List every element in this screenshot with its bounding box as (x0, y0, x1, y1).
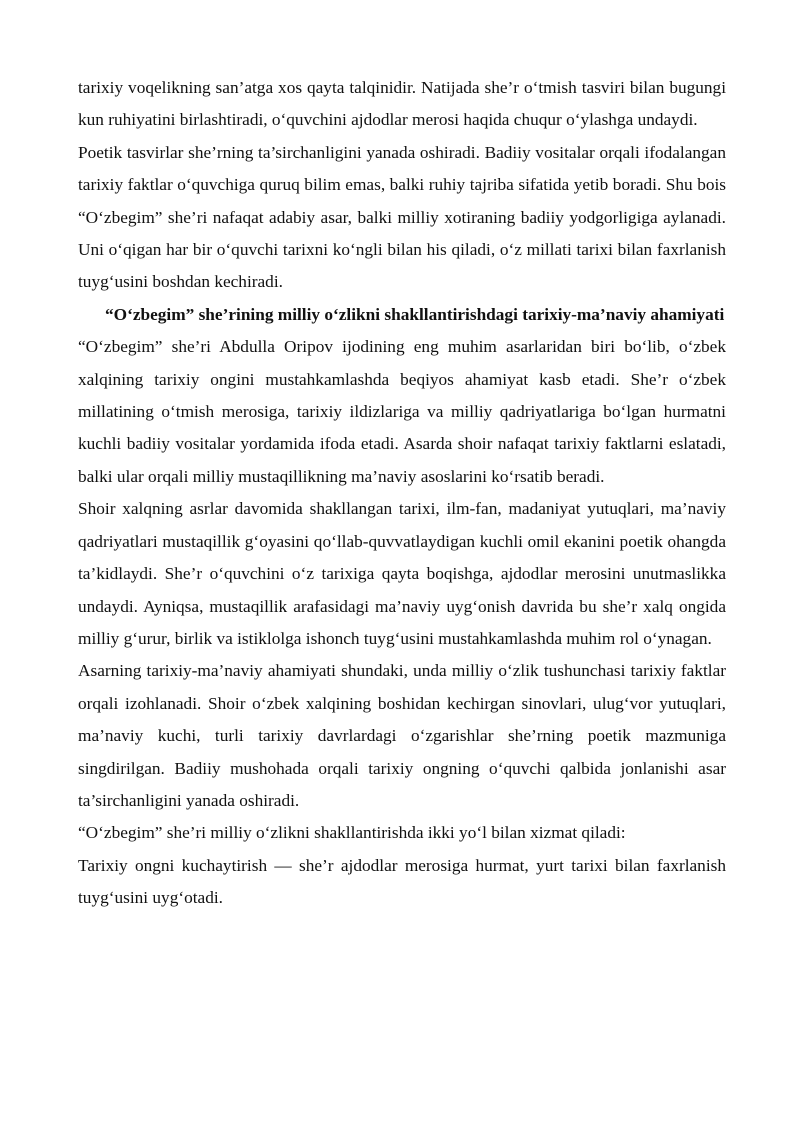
section-heading: “O‘zbegim” she’rining milliy o‘zlikni shakllantirishdagi tarixiy-ma’naviy ahamiyati (105, 304, 725, 324)
document-page (78, 72, 726, 915)
body-paragraph: Poetik tasvirlar she’rning ta’sirchanligini yanada oshiradi. Badiiy vositalar orqali ifodalangan tarixiy faktlar o‘quvchiga quruq bilim emas, balki ruhiy tajriba sifatida yetib boradi. Shu bois “O‘zbegim” she’ri nafaqat adabiy asar, balki milliy xotiraning badiiy yodgorligiga aylanadi. Uni o‘qigan har bir o‘quvchi tarixni ko‘ngli bilan his qiladi, o‘z millati tarixi bilan faxrlanish tuyg‘usini boshdan kechiradi. (78, 142, 726, 292)
body-paragraph: “O‘zbegim” she’ri Abdulla Oripov ijodining eng muhim asarlaridan biri bo‘lib, o‘zbek xalqining tarixiy ongini mustahkamlashda beqiyos ahamiyat kasb etadi. She’r o‘zbek millatining o‘tmish merosiga, tarixiy ildizlariga va milliy qadriyatlariga bo‘lgan hurmatni kuchli badiiy vositalar yordamida ifoda etadi. Asarda shoir nafaqat tarixiy faktlarni eslatadi, balki ular orqali milliy mustaqillikning ma’naviy asoslarini ko‘rsatib beradi. (78, 337, 726, 486)
body-paragraph: Shoir xalqning asrlar davomida shakllangan tarixi, ilm-fan, madaniyat yutuqlari, ma’naviy qadriyatlari mustaqillik g‘oyasini qo‘llab-quvvatlaydigan kuchli omil ekanini poetik ohangda ta’kidlaydi. She’r o‘quvchini o‘z tarixiga qayta boqishga, ajdodlar merosini unutmaslikka undaydi. Ayniqsa, mustaqillik arafasidagi ma’naviy uyg‘onish davrida bu she’r xalq ongida milliy g‘urur, birlik va istiklolga ishonch tuyg‘usini mustahkamlashda muhim rol o‘ynagan. (78, 499, 726, 648)
list-paragraph: Tarixiy ongni kuchaytirish — she’r ajdodlar merosiga hurmat, yurt tarixi bilan faxrlanish tuyg‘usini uyg‘otadi. (78, 855, 726, 908)
body-paragraph: “O‘zbegim” she’ri milliy o‘zlikni shakllantirishda ikki yo‘l bilan xizmat qiladi: (78, 823, 626, 843)
body-paragraph: tarixiy voqelikning san’atga xos qayta talqinidir. Natijada she’r o‘tmish tasviri bilan bugungi kun ruhiyatini birlashtiradi, o‘quvchini ajdodlar merosi haqida chuqur o‘ylashga undaydi. (78, 78, 726, 130)
body-paragraph: Asarning tarixiy-ma’naviy ahamiyati shundaki, unda milliy o‘zlik tushunchasi tarixiy faktlar orqali izohlanadi. Shoir o‘zbek xalqining boshidan kechirgan sinovlari, ulug‘vor yutuqlari, ma’naviy kuchi, turli tarixiy davrlardagi o‘zgarishlar she’rning poetik mazmuniga singdirilgan. Badiiy mushohada orqali tarixiy ongning o‘quvchi qalbida jonlanishi asar ta’sirchanligini yanada oshiradi. (78, 661, 726, 810)
